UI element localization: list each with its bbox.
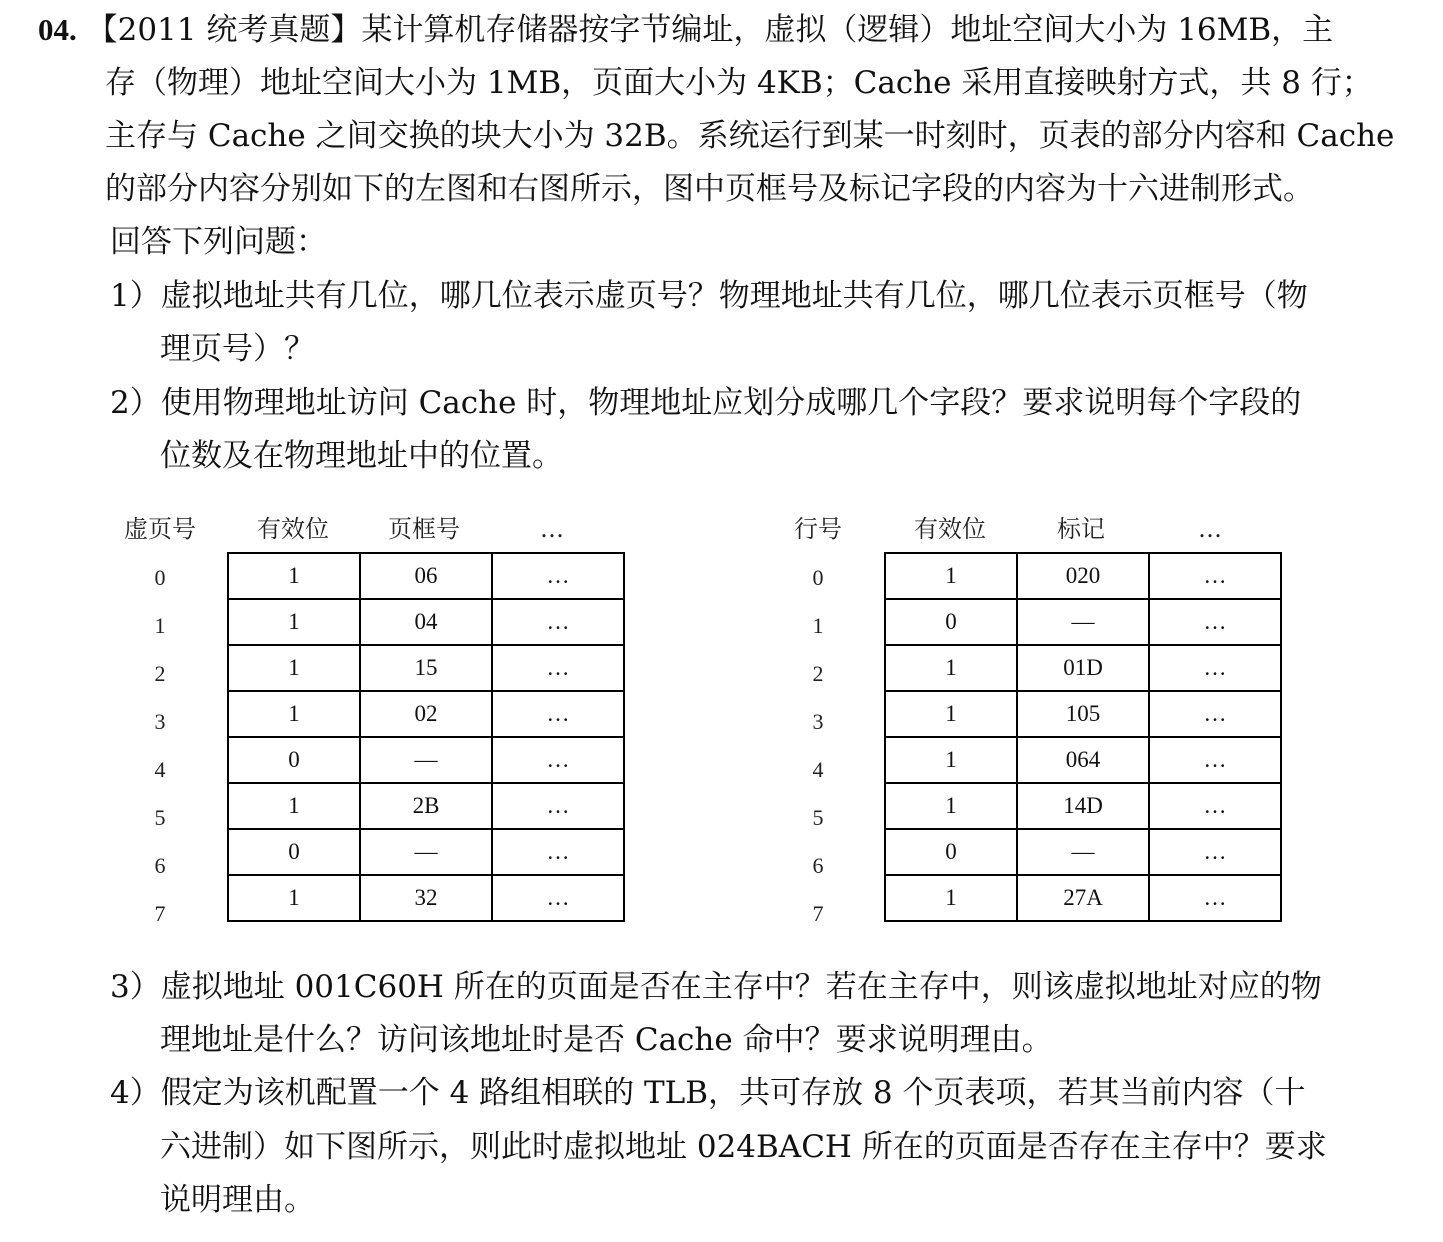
page-table-frame-cell: —: [360, 829, 492, 875]
page-table-more-cell: …: [492, 875, 624, 921]
cache-table-more-cell: …: [1149, 691, 1281, 737]
subquestion-1-cont: 理页号）？: [160, 331, 315, 367]
page-table-more-cell: …: [492, 691, 624, 737]
cache-table-valid-cell: 1: [885, 737, 1017, 783]
cache-table-tag-cell: 27A: [1017, 875, 1149, 921]
cache-table-header-valid: 有效位: [914, 515, 986, 543]
subquestion-2: 2）使用物理地址访问 Cache 时，物理地址应划分成哪几个字段？要求说明每个字段的: [110, 385, 1302, 421]
cache-table-valid-cell: 0: [885, 599, 1017, 645]
question-line-2: 存（物理）地址空间大小为 1MB，页面大小为 4KB；Cache 采用直接映射方式，共 8 行；: [105, 65, 1373, 101]
subquestion-2-cont: 位数及在物理地址中的位置。: [160, 438, 563, 474]
cache-table-tag-cell: 020: [1017, 553, 1149, 599]
cache-table-tag-cell: —: [1017, 599, 1149, 645]
page-table-vpn-5: 5: [154, 805, 166, 830]
page-table-vpn-0: 0: [154, 565, 166, 590]
table-row: [228, 691, 624, 737]
subquestion-3-cont: 理地址是什么？访问该地址时是否 Cache 命中？要求说明理由。: [160, 1022, 1053, 1058]
cache-table-line-7: 7: [812, 901, 824, 926]
subquestion-1: 1）虚拟地址共有几位，哪几位表示虚页号？物理地址共有几位，哪几位表示页框号（物: [110, 278, 1308, 314]
page-table-header-frame: 页框号: [388, 515, 460, 543]
subquestion-4: 4）假定为该机配置一个 4 路组相联的 TLB，共可存放 8 个页表项，若其当前内容（十: [110, 1075, 1306, 1111]
cache-table-line-0: 0: [812, 565, 824, 590]
cache-table-tag-cell: —: [1017, 829, 1149, 875]
cache-table-more-cell: …: [1149, 783, 1281, 829]
table-row: [228, 783, 624, 829]
page-table-valid-cell: 1: [228, 783, 360, 829]
cache-table-more-cell: …: [1149, 737, 1281, 783]
question-line-1: [38, 10, 1333, 50]
page-table-frame-cell: 32: [360, 875, 492, 921]
page-table-vpn-7: 7: [154, 901, 166, 926]
cache-table-valid-cell: 1: [885, 783, 1017, 829]
cache-table-valid-cell: 1: [885, 691, 1017, 737]
page-table-vpn-4: 4: [154, 757, 166, 782]
cache-table-tag-cell: 064: [1017, 737, 1149, 783]
page-table-valid-cell: 1: [228, 599, 360, 645]
table-row: [228, 875, 624, 921]
table-row: [885, 553, 1281, 599]
page-table-more-cell: …: [492, 599, 624, 645]
cache-table-tag-cell: 14D: [1017, 783, 1149, 829]
cache-table-line-6: 6: [812, 853, 824, 878]
table-row: [885, 783, 1281, 829]
cache-table-more-cell: …: [1149, 599, 1281, 645]
page-table-more-cell: …: [492, 553, 624, 599]
page-table-frame-cell: 02: [360, 691, 492, 737]
table-row: [228, 553, 624, 599]
cache-table-valid-cell: 0: [885, 829, 1017, 875]
cache-table-more-cell: …: [1149, 829, 1281, 875]
cache-table-more-cell: …: [1149, 553, 1281, 599]
page-table-valid-cell: 0: [228, 829, 360, 875]
table-row: [228, 737, 624, 783]
subquestion-3: 3）虚拟地址 001C60H 所在的页面是否在主存中？若在主存中，则该虚拟地址对应的物: [110, 969, 1322, 1005]
page-table-header-valid: 有效位: [257, 515, 329, 543]
question-line-3: 主存与 Cache 之间交换的块大小为 32B。系统运行到某一时刻时，页表的部分内容和 Cache: [105, 118, 1395, 154]
page-table-frame-cell: 15: [360, 645, 492, 691]
page-table-more-cell: …: [492, 783, 624, 829]
table-row: [885, 599, 1281, 645]
page-table-more-cell: …: [492, 645, 624, 691]
question-text-1: 【2011 统考真题】某计算机存储器按字节编址，虚拟（逻辑）地址空间大小为 16MB，主: [86, 12, 1334, 48]
cache-table-line-5: 5: [812, 805, 824, 830]
table-row: [228, 599, 624, 645]
cache-table-valid-cell: 1: [885, 553, 1017, 599]
table-row: [228, 829, 624, 875]
page-table-vpn-2: 2: [154, 661, 166, 686]
question-line-4: 的部分内容分别如下的左图和右图所示，图中页框号及标记字段的内容为十六进制形式。: [105, 171, 1314, 207]
page-table-vpn-3: 3: [154, 709, 166, 734]
table-row: [885, 737, 1281, 783]
cache-table-header-tag: 标记: [1057, 515, 1105, 543]
table-row: [885, 875, 1281, 921]
page-table-header-vpn: 虚页号: [124, 515, 196, 543]
page-table-valid-cell: 1: [228, 553, 360, 599]
cache-table-valid-cell: 1: [885, 645, 1017, 691]
table-row: [228, 645, 624, 691]
cache-table-line-2: 2: [812, 661, 824, 686]
cache-table-more-cell: …: [1149, 645, 1281, 691]
cache-table-more-cell: …: [1149, 875, 1281, 921]
cache-table-line-4: 4: [812, 757, 824, 782]
page-table: [227, 552, 625, 922]
page-table-more-cell: …: [492, 737, 624, 783]
page-table-more-cell: …: [492, 829, 624, 875]
page-table-valid-cell: 1: [228, 875, 360, 921]
table-row: [885, 645, 1281, 691]
cache-table-valid-cell: 1: [885, 875, 1017, 921]
cache-table-line-3: 3: [812, 709, 824, 734]
page-table-valid-cell: 1: [228, 691, 360, 737]
question-number: 04.: [38, 12, 77, 47]
cache-table-tag-cell: 01D: [1017, 645, 1149, 691]
page-table-vpn-1: 1: [154, 613, 166, 638]
cache-table: [884, 552, 1282, 922]
page-table-valid-cell: 1: [228, 645, 360, 691]
cache-table-tag-cell: 105: [1017, 691, 1149, 737]
page-table-header-more: …: [540, 515, 564, 543]
page-table-frame-cell: —: [360, 737, 492, 783]
page-table-frame-cell: 04: [360, 599, 492, 645]
page-table-frame-cell: 2B: [360, 783, 492, 829]
page-table-valid-cell: 0: [228, 737, 360, 783]
table-row: [885, 691, 1281, 737]
cache-table-line-1: 1: [812, 613, 824, 638]
page-table-vpn-6: 6: [154, 853, 166, 878]
cache-table-header-line: 行号: [794, 515, 842, 543]
subquestion-4-cont-2: 说明理由。: [160, 1182, 315, 1218]
question-line-5: 回答下列问题：: [110, 224, 327, 260]
page-table-frame-cell: 06: [360, 553, 492, 599]
table-row: [885, 829, 1281, 875]
cache-table-header-more: …: [1198, 515, 1222, 543]
subquestion-4-cont: 六进制）如下图所示，则此时虚拟地址 024BACH 所在的页面是否存在主存中？要求: [160, 1129, 1327, 1165]
